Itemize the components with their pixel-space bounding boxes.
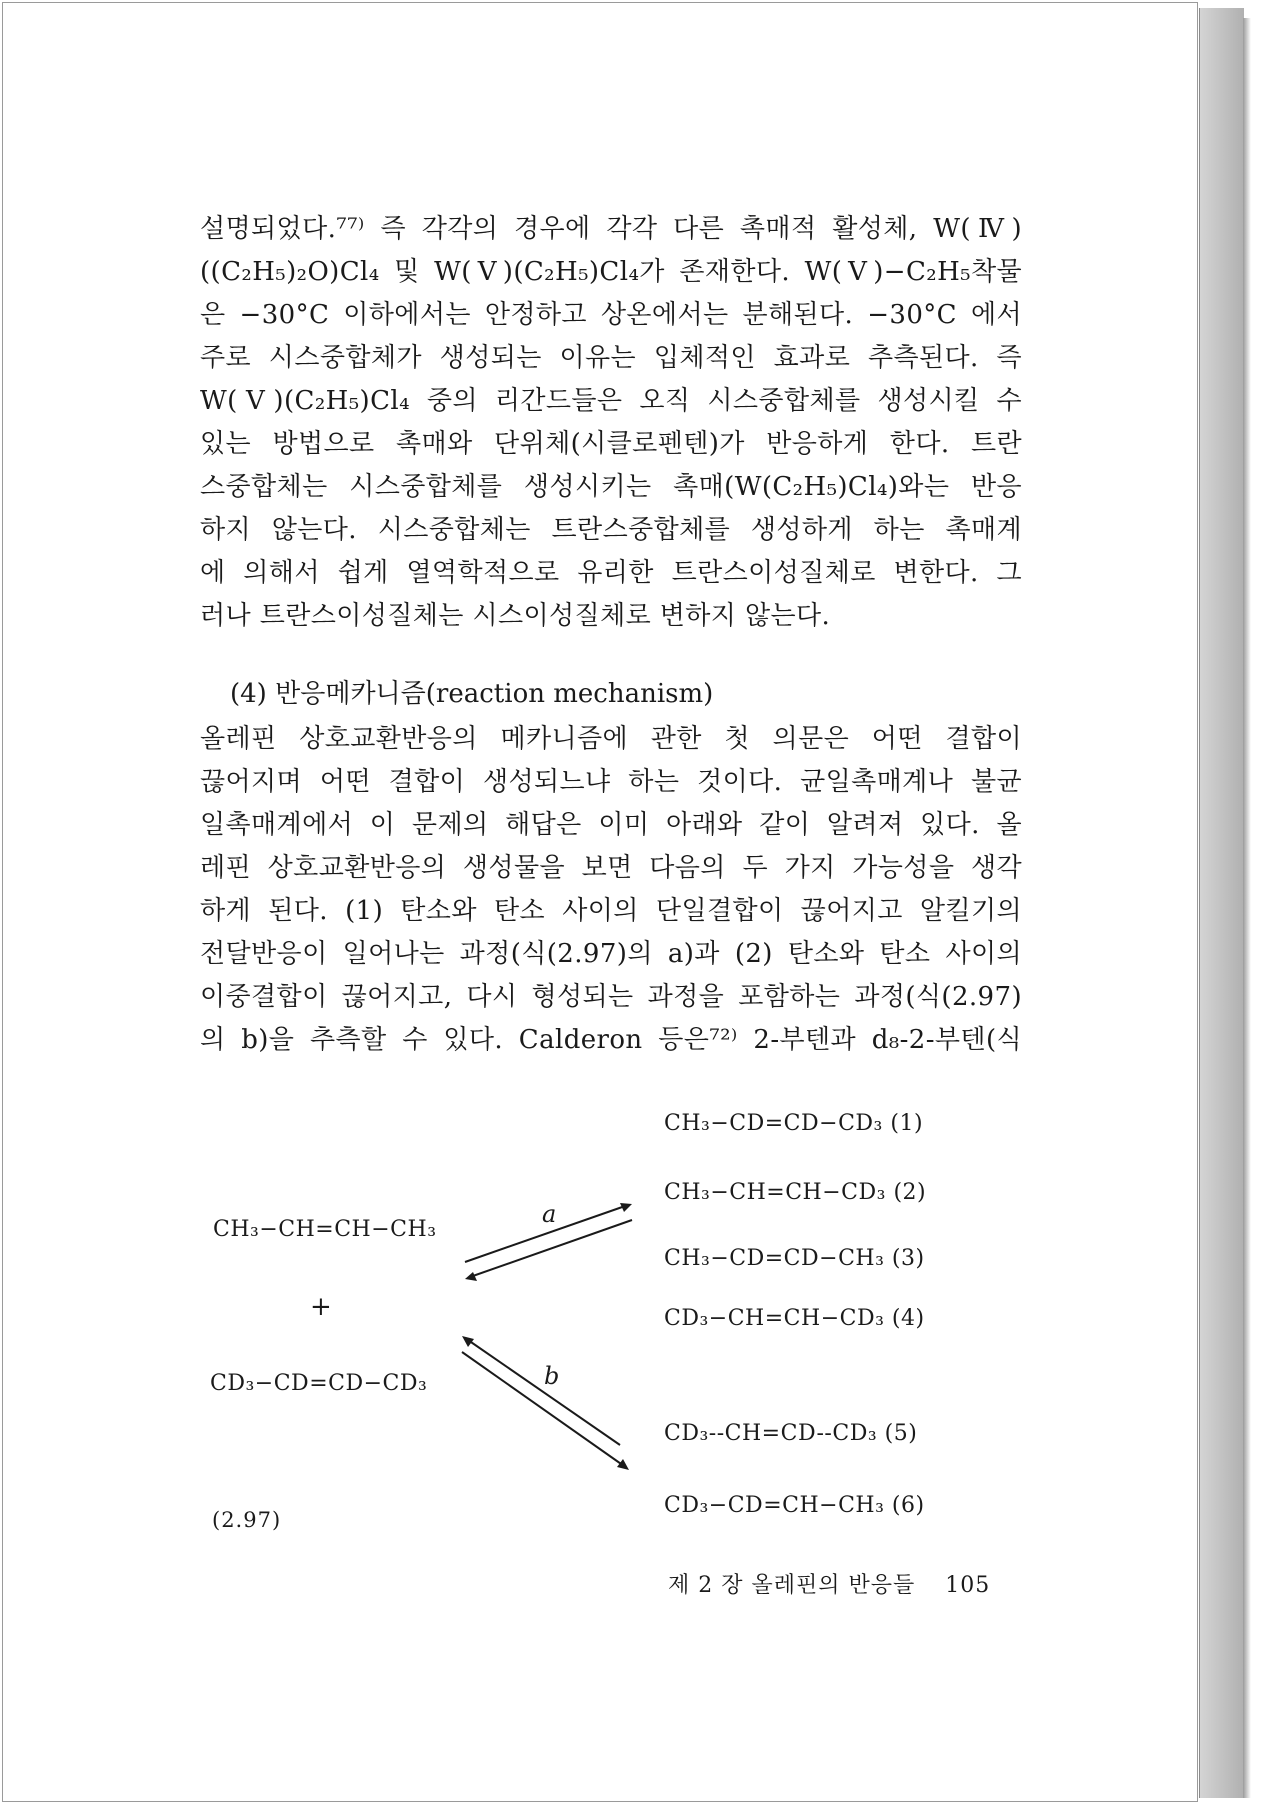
arrow-a-reverse: [465, 1220, 632, 1281]
text-line: 러나 트란스이성질체는 시스이성질체로 변하지 않는다.: [200, 601, 831, 631]
text-line: 의 b)을 추측할 수 있다. Calderon 등은⁷²⁾ 2-부텐과 d₈-2-부텐(식: [200, 1025, 1022, 1055]
product-1: CH₃−CD=CD−CD₃ (1): [664, 1111, 924, 1136]
plus-sign: +: [310, 1292, 332, 1322]
product-3: CH₃−CD=CD−CH₃ (3): [664, 1246, 925, 1271]
text-line: 있는 방법으로 촉매와 단위체(시클로펜텐)가 반응하게 한다. 트란: [200, 429, 1022, 459]
reactant-2-butene: CH₃−CH=CH−CH₃: [213, 1217, 437, 1242]
section-heading: (4) 반응메카니즘(reaction mechanism): [230, 679, 714, 709]
text-line: 전달반응이 일어나는 과정(식(2.97)의 a)과 (2) 탄소와 탄소 사이의: [200, 939, 1022, 969]
product-5: CD₃--CH=CD--CD₃ (5): [664, 1421, 918, 1446]
text-line: 이중결합이 끊어지고, 다시 형성되는 과정을 포함하는 과정(식(2.97): [200, 982, 1022, 1012]
page-footer: [668, 1568, 990, 1599]
path-a-label: a: [542, 1200, 557, 1228]
product-4: CD₃−CH=CH−CD₃ (4): [664, 1306, 925, 1331]
path-b-label: b: [544, 1362, 560, 1390]
text-line: ((C₂H₅)₂O)Cl₄ 및 W(Ⅴ)(C₂H₅)Cl₄가 존재한다. W(Ⅴ)−C₂H₅착물: [200, 257, 1022, 287]
text-line: 하게 된다. (1) 탄소와 탄소 사이의 단일결합이 끊어지고 알킬기의: [200, 896, 1022, 926]
page-number: 105: [945, 1573, 991, 1598]
equation-number: (2.97): [212, 1508, 282, 1532]
text-line: 끊어지며 어떤 결합이 생성되느냐 하는 것이다. 균일촉매계나 불균: [200, 767, 1022, 797]
text-line: 일촉매계에서 이 문제의 해답은 이미 아래와 같이 알려져 있다. 올: [200, 810, 1022, 840]
reactant-d8-2-butene: CD₃−CD=CD−CD₃: [210, 1371, 428, 1396]
text-line: W(Ⅴ)(C₂H₅)Cl₄ 중의 리간드들은 오직 시스중합체를 생성시킬 수: [200, 386, 1022, 416]
text-line: 올레핀 상호교환반응의 메카니즘에 관한 첫 의문은 어떤 결합이: [200, 724, 1022, 754]
arrow-b-reverse: [462, 1336, 620, 1445]
text-line: 하지 않는다. 시스중합체는 트란스중합체를 생성하게 하는 촉매계: [200, 515, 1022, 545]
product-2: CH₃−CH=CH−CD₃ (2): [664, 1180, 927, 1205]
text-line: 스중합체는 시스중합체를 생성시키는 촉매(W(C₂H₅)Cl₄)와는 반응: [200, 472, 1022, 502]
text-line: 은 −30°C 이하에서는 안정하고 상온에서는 분해된다. −30°C 에서: [200, 300, 1022, 330]
chapter-title: 제 2 장 올레핀의 반응들: [668, 1573, 916, 1598]
text-line: 에 의해서 쉽게 열역학적으로 유리한 트란스이성질체로 변한다. 그: [200, 558, 1022, 588]
text-line: 설명되었다.⁷⁷⁾ 즉 각각의 경우에 각각 다른 촉매적 활성체, W(Ⅳ): [200, 214, 1022, 244]
product-6: CD₃−CD=CH−CH₃ (6): [664, 1493, 925, 1518]
text-line: 레핀 상호교환반응의 생성물을 보면 다음의 두 가지 가능성을 생각: [200, 853, 1022, 883]
text-line: 주로 시스중합체가 생성되는 이유는 입체적인 효과로 추측된다. 즉: [200, 343, 1022, 373]
